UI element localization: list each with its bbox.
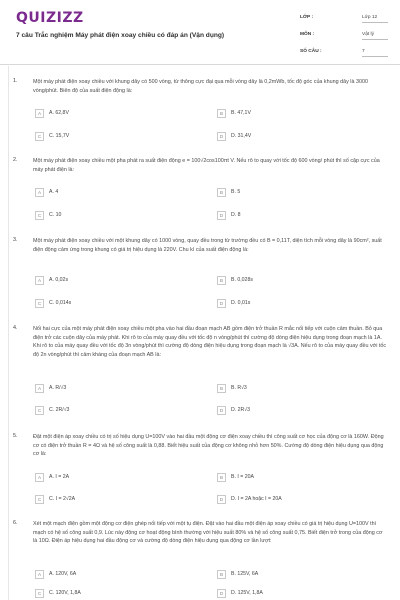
option-key-box: A: [35, 384, 44, 393]
option-text: A. I = 2A: [49, 474, 70, 480]
meta-label: MÔN :: [300, 32, 315, 37]
option-a[interactable]: [35, 275, 177, 287]
question-number: 3.: [13, 237, 18, 243]
option-c[interactable]: [35, 588, 177, 600]
option-d[interactable]: [217, 494, 359, 506]
option-a[interactable]: [35, 569, 177, 581]
option-text: C. 120V, 1,8A: [49, 590, 81, 596]
question-text: Một máy phát điện xoay chiều với khung dây có 500 vòng, từ thông cực đại qua mỗi vòng dây là 0,2mWb, tốc độ góc của khung dây là 3000 vòng/phút. Biên độ của suất điện động là:: [33, 79, 368, 94]
header-divider: [0, 64, 400, 65]
option-key-box: B: [217, 276, 226, 285]
option-text: C. 0,014s: [49, 300, 72, 306]
option-text: A. 62,8V: [49, 110, 69, 116]
option-text: D. 8: [231, 212, 241, 218]
question-number: 5.: [13, 433, 18, 439]
option-key-box: C: [35, 589, 44, 598]
question-number: 4.: [13, 325, 18, 331]
option-b[interactable]: [217, 275, 359, 287]
option-text: A. 0,02s: [49, 277, 69, 283]
question-text: Đặt một điện áp xoay chiều có trị số hiệu dụng U=100V vào hai đầu một động cơ điện xoay chiều thì công suất cơ học của động cơ là 160W. Động cơ có điện trở thuần R = 4Ω và hệ số công suất là 0,88. Biết hiệu suất của động cơ không nhỏ hơn 50%. Cường độ dòng điện hiệu dụng qua động cơ là:: [33, 434, 384, 458]
option-b[interactable]: [217, 383, 359, 395]
page-title: 7 câu Trắc nghiệm Máy phát điện xoay chiều có đáp án (Vận dụng): [16, 32, 225, 39]
option-d[interactable]: [217, 405, 359, 417]
option-text: B. I = 20A: [231, 474, 254, 480]
option-key-box: A: [35, 473, 44, 482]
option-key-box: A: [35, 109, 44, 118]
option-key-box: C: [35, 132, 44, 141]
option-key-box: C: [35, 406, 44, 415]
option-key-box: A: [35, 570, 44, 579]
question-number: 1.: [13, 78, 18, 84]
option-d[interactable]: [217, 298, 359, 310]
option-text: D. I = 2A hoặc I = 20A: [231, 496, 282, 502]
meta-row-subject: [300, 29, 390, 46]
question-text: Một máy phát điện xoay chiều một pha phát ra suất điện động e = 100√2cos100πt V. Nếu rô to quay với tốc độ 600 vòng/ phút thì số cặp cực của máy phát điện là:: [33, 158, 380, 173]
option-a[interactable]: [35, 383, 177, 395]
option-b[interactable]: [217, 187, 359, 199]
option-text: D. 31,4V: [231, 133, 252, 139]
meta-label: LỚP :: [300, 15, 314, 20]
worksheet-header: [0, 0, 400, 66]
option-text: A. R/√3: [49, 385, 67, 391]
option-c[interactable]: [35, 131, 177, 143]
option-a[interactable]: [35, 108, 177, 120]
meta-label: SỐ CÂU :: [300, 49, 322, 54]
worksheet-meta: [300, 12, 390, 63]
option-d[interactable]: [217, 131, 359, 143]
option-b[interactable]: [217, 108, 359, 120]
option-text: B. 47,1V: [231, 110, 251, 116]
option-text: D. 125V, 1,8A: [231, 590, 263, 596]
option-c[interactable]: [35, 298, 177, 310]
option-text: B. R√3: [231, 385, 247, 391]
question-text: Nối hai cực của một máy phát điện xoay chiều một pha vào hai đầu đoạn mạch AB gồm điện trở thuần R mắc nối tiếp với cuộn cảm thuần. Bỏ qua điện trở các cuộn dây của máy phát. Khi rô to của máy quay đều với tốc độ n vòng/phút thì cường độ dòng điện hiệu dụng trong đoạn mạch là 1A. Khi rô to của máy quay đều với tốc độ 3n vòng/phút thì cường độ dòng điện hiệu dụng trong đoạn mạch là √3A. Nếu rô to của máy quay đều với tốc độ 2n vòng/phút thì cảm kháng của đoạn mạch AB là:: [33, 326, 387, 358]
option-key-box: D: [217, 299, 226, 308]
option-text: C. 15,7V: [49, 133, 70, 139]
option-text: C. I = 2√2A: [49, 496, 76, 502]
option-key-box: C: [35, 211, 44, 220]
option-key-box: D: [217, 495, 226, 504]
option-text: A. 4: [49, 189, 59, 195]
option-key-box: C: [35, 299, 44, 308]
meta-value: Vật lý: [362, 32, 388, 40]
option-text: B. 5: [231, 189, 241, 195]
question-text: Một máy phát điện xoay chiều với một khung dây có 1000 vòng, quay đều trong từ trường đều có B = 0,11T, diện tích mỗi vòng dây là 90cm², suất điện động cảm ứng trong khung có giá trị hiệu dụng là 220V. Chu kì của suất điện động là:: [33, 238, 382, 253]
option-key-box: C: [35, 495, 44, 504]
question-number: 6.: [13, 520, 18, 526]
option-text: D. 0,01s: [231, 300, 251, 306]
option-key-box: D: [217, 406, 226, 415]
question-number: 2.: [13, 157, 18, 163]
option-c[interactable]: [35, 494, 177, 506]
option-key-box: B: [217, 384, 226, 393]
option-text: B. 125V, 6A: [231, 571, 259, 577]
option-key-box: D: [217, 132, 226, 141]
option-c[interactable]: [35, 210, 177, 222]
option-b[interactable]: [217, 569, 359, 581]
option-key-box: B: [217, 109, 226, 118]
option-d[interactable]: [217, 210, 359, 222]
quizizz-logo: QUIZIZZ: [16, 10, 84, 26]
option-d[interactable]: [217, 588, 359, 600]
option-a[interactable]: [35, 187, 177, 199]
option-text: A. 120V, 6A: [49, 571, 77, 577]
option-b[interactable]: [217, 472, 359, 484]
left-margin-line: [8, 66, 9, 600]
option-key-box: B: [217, 188, 226, 197]
meta-row-question-count: [300, 46, 390, 63]
question-text: Xét một mạch điện gồm một động cơ điện ghép nối tiếp với một tụ điện. Đặt vào hai đầu một điện áp xoay chiều có giá trị hiệu dụng U=100V thì mạch có hệ số công suất 0,9. Lúc này động cơ hoạt động bình thường với hiệu suất 80% và hệ số công suất 0,75. Biết điện trở trong của động cơ là 10Ω. Điện áp hiệu dụng hai đầu động cơ và cường độ dòng điện hiệu dụng qua động cơ lần lượt:: [33, 521, 383, 545]
option-key-box: A: [35, 276, 44, 285]
option-text: B. 0,028s: [231, 277, 253, 283]
option-key-box: B: [217, 570, 226, 579]
option-text: D. 2R√3: [231, 407, 250, 413]
option-c[interactable]: [35, 405, 177, 417]
option-text: C. 2R/√3: [49, 407, 70, 413]
meta-value: 7: [362, 49, 388, 57]
option-key-box: D: [217, 211, 226, 220]
option-key-box: B: [217, 473, 226, 482]
option-key-box: D: [217, 589, 226, 598]
meta-row-class: [300, 12, 390, 29]
meta-value: Lớp 12: [362, 15, 388, 23]
option-text: C. 10: [49, 212, 62, 218]
option-a[interactable]: [35, 472, 177, 484]
option-key-box: A: [35, 188, 44, 197]
